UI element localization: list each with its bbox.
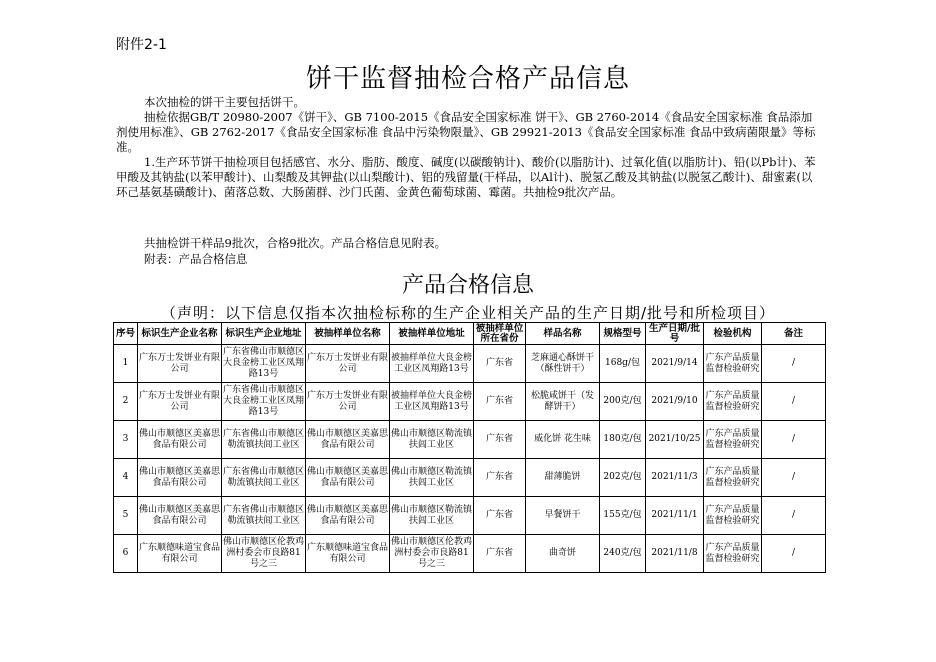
table-cell: 广东产品质量监督检验研究 (704, 535, 762, 573)
table-cell: 佛山市顺德区美嘉思食品有限公司 (138, 421, 222, 459)
intro-paragraph: 本次抽检的饼干主要包括饼干。 (144, 95, 305, 109)
table-cell: / (762, 345, 826, 383)
table-cell: 芝麻通心酥饼干（酥性饼干） (526, 345, 600, 383)
table-cell: 松脆咸饼干（发酵饼干） (526, 383, 600, 421)
table-cell: / (762, 497, 826, 535)
table-cell: 168g/包 (600, 345, 646, 383)
table-cell: 广东万士发饼业有限公司 (306, 345, 390, 383)
table-cell: 240克/包 (600, 535, 646, 573)
table-cell: 3 (114, 421, 138, 459)
table-cell: 佛山市顺德区美嘉思食品有限公司 (306, 421, 390, 459)
table-row (114, 497, 826, 535)
table-cell: 200克/包 (600, 383, 646, 421)
header-cell: 生产日期/批号 (646, 323, 704, 345)
table-cell: 180克/包 (600, 421, 646, 459)
table-cell: / (762, 421, 826, 459)
table-cell: 5 (114, 497, 138, 535)
table-cell: 被抽样单位大良金榜工业区凤翔路13号 (390, 345, 474, 383)
attachment-label: 附件2-1 (116, 37, 167, 53)
table-cell: / (762, 383, 826, 421)
table-cell: 佛山市顺德区美嘉思食品有限公司 (138, 497, 222, 535)
table-row (114, 421, 826, 459)
table-cell: / (762, 535, 826, 573)
table-cell: 广东顺德味道宝食品有限公司 (138, 535, 222, 573)
table-cell: 曲奇饼 (526, 535, 600, 573)
appendix-paragraph: 附表：产品合格信息 (144, 252, 248, 266)
table-cell: 广东省佛山市顺德区勒流镇扶闾工业区 (222, 421, 306, 459)
table-cell: 1 (114, 345, 138, 383)
table-cell: 广东省 (474, 459, 526, 497)
table-cell: 2 (114, 383, 138, 421)
header-cell: 标识生产企业名称 (138, 323, 222, 345)
header-cell: 标识生产企业地址 (222, 323, 306, 345)
table-cell: / (762, 459, 826, 497)
table-cell: 佛山市顺德区勒流镇扶闾工业区 (390, 459, 474, 497)
table-cell: 佛山市顺德区伦教鸡洲村委会市良路81号之三 (222, 535, 306, 573)
table-cell: 2021/10/25 (646, 421, 704, 459)
table-cell: 早餐饼干 (526, 497, 600, 535)
table-cell: 202克/包 (600, 459, 646, 497)
table-cell: 广东省 (474, 535, 526, 573)
summary-paragraph: 共抽检饼干样品9批次，合格9批次。产品合格信息见附表。 (144, 236, 447, 250)
document-title: 饼干监督抽检合格产品信息 (305, 64, 630, 94)
table-cell: 4 (114, 459, 138, 497)
table-row (114, 459, 826, 497)
table-cell: 广东省佛山市顺德区大良金榜工业区凤翔路13号 (222, 345, 306, 383)
table-row (114, 383, 826, 421)
table-cell: 佛山市顺德区美嘉思食品有限公司 (306, 497, 390, 535)
table-header-row (114, 323, 826, 345)
basis-paragraph: 抽检依据GB/T 20980-2007《饼干》、GB 7100-2015《食品安全国家标准 饼干》、GB 2760-2014《食品安全国家标准 食品添加剂使用标准》、GB 2762-2017《食品安全国家标准 食品中污染物限量》、GB 29921-2013《食品安全国家标准 食品中致病菌限量》等标准。 (116, 110, 816, 154)
table-cell: 广东万士发饼业有限公司 (138, 345, 222, 383)
table-cell: 佛山市顺德区伦教鸡洲村委会市良路81号之三 (390, 535, 474, 573)
table-cell: 广东产品质量监督检验研究 (704, 497, 762, 535)
table-cell: 广东省 (474, 421, 526, 459)
header-cell: 备注 (762, 323, 826, 345)
table-cell: 2021/9/14 (646, 345, 704, 383)
products-table (113, 322, 826, 573)
table-cell: 广东产品质量监督检验研究 (704, 459, 762, 497)
table-cell: 2021/11/1 (646, 497, 704, 535)
test-items-paragraph: 1.生产环节饼干抽检项目包括感官、水分、脂肪、酸度、碱度(以碳酸钠计)、酸价(以脂肪计)、过氧化值(以脂肪计)、铅(以Pb计)、苯甲酸及其钠盐(以苯甲酸计)、山梨酸及其钾盐(以山梨酸计)、铝的残留量(干样品，以Al计)、脱氢乙酸及其钠盐(以脱氢乙酸计)、甜蜜素(以环己基氨基磺酸计)、菌落总数、大肠菌群、沙门氏菌、金黄色葡萄球菌、霉菌。共抽检9批次产品。 (116, 155, 816, 199)
table-cell: 广东产品质量监督检验研究 (704, 383, 762, 421)
header-cell: 样品名称 (526, 323, 600, 345)
table-cell: 广东万士发饼业有限公司 (138, 383, 222, 421)
table-cell: 6 (114, 535, 138, 573)
header-cell: 被抽样单位名称 (306, 323, 390, 345)
table-cell: 甜薄脆饼 (526, 459, 600, 497)
table-row (114, 345, 826, 383)
table-cell: 广东省 (474, 345, 526, 383)
table-cell: 广东省佛山市顺德区大良金榜工业区凤翔路13号 (222, 383, 306, 421)
table-cell: 155克/包 (600, 497, 646, 535)
table-cell: 威化饼 花生味 (526, 421, 600, 459)
table-cell: 广东产品质量监督检验研究 (704, 345, 762, 383)
table-cell: 广东万士发饼业有限公司 (306, 383, 390, 421)
table-cell: 广东省佛山市顺德区勒流镇扶闾工业区 (222, 497, 306, 535)
table-title: 产品合格信息 (401, 273, 534, 298)
header-cell: 检验机构 (704, 323, 762, 345)
table-cell: 被抽样单位大良金榜工业区凤翔路13号 (390, 383, 474, 421)
header-cell: 被抽样单位所在省份 (474, 323, 526, 345)
header-cell: 被抽样单位地址 (390, 323, 474, 345)
table-cell: 广东省 (474, 497, 526, 535)
header-cell: 序号 (114, 323, 138, 345)
table-cell: 广东产品质量监督检验研究 (704, 421, 762, 459)
table-row (114, 535, 826, 573)
table-cell: 2021/11/3 (646, 459, 704, 497)
table-cell: 佛山市顺德区美嘉思食品有限公司 (138, 459, 222, 497)
table-cell: 佛山市顺德区勒流镇扶闾工业区 (390, 497, 474, 535)
table-cell: 2021/9/10 (646, 383, 704, 421)
table-cell: 佛山市顺德区美嘉思食品有限公司 (306, 459, 390, 497)
table-cell: 广东省佛山市顺德区勒流镇扶闾工业区 (222, 459, 306, 497)
statement: （声明：以下信息仅指本次抽检标称的生产企业相关产品的生产日期/批号和所检项目） (160, 304, 776, 322)
table-cell: 广东顺德味道宝食品有限公司 (306, 535, 390, 573)
header-cell: 规格型号 (600, 323, 646, 345)
table-cell: 佛山市顺德区勒流镇扶闾工业区 (390, 421, 474, 459)
table-cell: 广东省 (474, 383, 526, 421)
table-cell: 2021/11/8 (646, 535, 704, 573)
